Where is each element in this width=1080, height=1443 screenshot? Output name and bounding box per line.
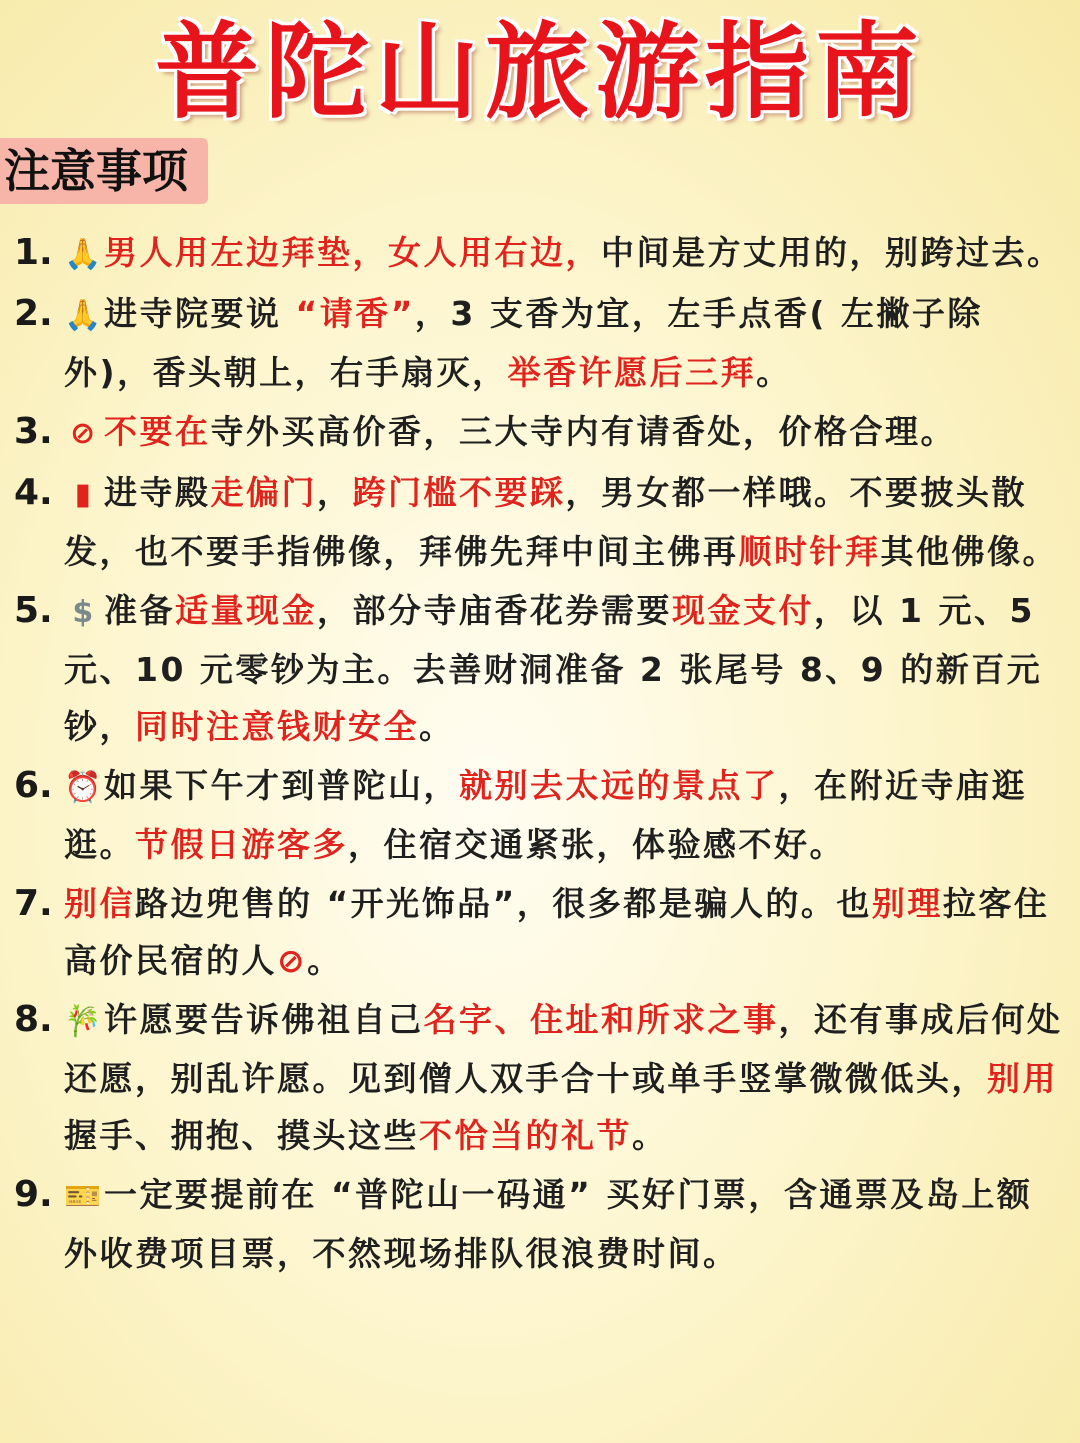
item-text-segment: ，在附近寺庙逛逛。 bbox=[64, 766, 1027, 864]
list-item bbox=[14, 991, 1064, 1164]
item-text-segment: ，以 1 元、5 元、10 元零钞为主。去善财洞准备 2 张尾号 8、9 的新百元钞， bbox=[64, 591, 1043, 746]
item-text-segment: 路边兜售的 “开光饰品”，很多都是骗人的。也 bbox=[135, 884, 872, 923]
notice-list bbox=[14, 224, 1064, 1284]
item-text-segment: 拉客住高价民宿的人 bbox=[64, 884, 1050, 980]
item-number: 4. bbox=[14, 472, 53, 513]
item-text-segment: ， bbox=[317, 473, 353, 512]
list-item bbox=[14, 403, 1064, 462]
item-text-segment: 男人用左边拜垫，女人用右边， bbox=[104, 233, 601, 272]
item-text-segment: ，还有事成后何处还愿，别乱许愿。见到僧人双手合十或单手竖掌微微低头， bbox=[64, 1000, 1063, 1098]
item-text-segment: 中间是方丈用的，别跨过去。 bbox=[601, 233, 1063, 272]
item-text-segment: 进寺院要说 bbox=[104, 294, 296, 333]
item-text-segment: 举香许愿后三拜 bbox=[507, 353, 757, 392]
item-text-segment: 顺时针拜 bbox=[738, 532, 881, 571]
prayer-hands-icon: 🙏 bbox=[64, 237, 104, 272]
item-text-segment: 走偏门 bbox=[210, 473, 317, 512]
item-text-segment: 一定要提前在 “普陀山一码通” 买好门票，含通票及岛上额外收费项目票，不然现场排队很浪费时间。 bbox=[64, 1175, 1033, 1273]
item-text-segment: 。 bbox=[419, 707, 455, 746]
prayer-hands-icon: 🙏 bbox=[64, 298, 104, 333]
list-item bbox=[14, 464, 1064, 580]
item-text-segment: 许愿要告诉佛祖自己 bbox=[104, 1000, 424, 1039]
item-text-segment: 。 bbox=[307, 941, 343, 980]
item-text-segment: ，部分寺庙香花券需要 bbox=[317, 591, 672, 630]
page-title: 普陀山旅游指南 bbox=[154, 11, 925, 133]
item-text-segment: 不要在 bbox=[104, 412, 211, 451]
money-bag-icon: $ bbox=[72, 595, 96, 630]
item-text bbox=[64, 464, 1064, 580]
item-number: 8. bbox=[14, 999, 53, 1040]
item-text-segment: 现金支付 bbox=[672, 591, 814, 630]
item-text-segment: “请香” bbox=[295, 294, 415, 333]
item-text bbox=[64, 757, 1064, 873]
list-item bbox=[14, 757, 1064, 873]
item-text-segment: 名字、住址和所求之事 bbox=[423, 1000, 779, 1039]
item-text-segment: 同时注意钱财安全 bbox=[135, 707, 419, 746]
list-item bbox=[14, 875, 1064, 989]
alarm-clock-icon: ⏰ bbox=[64, 770, 104, 805]
item-text-segment: 别信 bbox=[64, 884, 135, 923]
list-item bbox=[14, 582, 1064, 755]
item-text-segment: 就别去太远的景点了 bbox=[459, 766, 779, 805]
item-text bbox=[64, 991, 1064, 1164]
door-icon: ▮ bbox=[74, 477, 94, 512]
item-number: 3. bbox=[14, 411, 53, 452]
item-text bbox=[64, 224, 1064, 283]
item-text-segment: 寺外买高价香，三大寺内有请香处，价格合理。 bbox=[210, 412, 956, 451]
item-text bbox=[64, 403, 1064, 462]
item-text-segment: 握手、拥抱、摸头这些 bbox=[64, 1116, 419, 1155]
prohibited-icon: ⊘ bbox=[70, 416, 98, 451]
item-text bbox=[64, 1166, 1064, 1282]
item-text-segment: ，男女都一样哦。不要披头散发，也不要手指佛像，拜佛先拜中间主佛再 bbox=[64, 473, 1027, 571]
section-title: 注意事项 bbox=[4, 144, 188, 198]
item-text-segment: 别理 bbox=[871, 884, 943, 923]
prohibited-icon: ⊘ bbox=[277, 941, 308, 980]
item-text bbox=[64, 875, 1064, 989]
item-text-segment: 节假日游客多 bbox=[135, 825, 348, 864]
wish-branch-icon: 🎋 bbox=[64, 1004, 104, 1039]
item-text-segment: 不恰当的礼节 bbox=[419, 1116, 632, 1155]
item-text-segment: 进寺殿 bbox=[104, 473, 211, 512]
item-text bbox=[64, 285, 1064, 401]
item-text-segment: 。 bbox=[632, 1116, 668, 1155]
item-text-segment: ，3 支香为宜，左手点香( 左撇子除外)，香头朝上，右手扇灭， bbox=[64, 294, 983, 392]
item-text-segment: ，住宿交通紧张，体验感不好。 bbox=[348, 825, 845, 864]
item-text-segment: 。 bbox=[756, 353, 792, 392]
ticket-icon: 🎫 bbox=[64, 1179, 104, 1214]
item-text-segment: 准备 bbox=[104, 591, 175, 630]
list-item bbox=[14, 224, 1064, 283]
list-item bbox=[14, 285, 1064, 401]
item-number: 9. bbox=[14, 1174, 53, 1215]
section-header bbox=[0, 138, 208, 204]
item-text-segment: 如果下午才到普陀山， bbox=[104, 766, 459, 805]
item-number: 7. bbox=[14, 883, 53, 924]
item-text-segment: 别用 bbox=[987, 1059, 1058, 1098]
item-text bbox=[64, 582, 1064, 755]
list-item bbox=[14, 1166, 1064, 1282]
item-number: 1. bbox=[14, 232, 53, 273]
item-text-segment: 跨门槛不要踩 bbox=[352, 473, 566, 512]
item-text-segment: 其他佛像。 bbox=[880, 532, 1058, 571]
item-number: 6. bbox=[14, 765, 53, 806]
item-text-segment: 适量现金 bbox=[175, 591, 317, 630]
item-number: 2. bbox=[14, 293, 53, 334]
item-number: 5. bbox=[14, 590, 53, 631]
